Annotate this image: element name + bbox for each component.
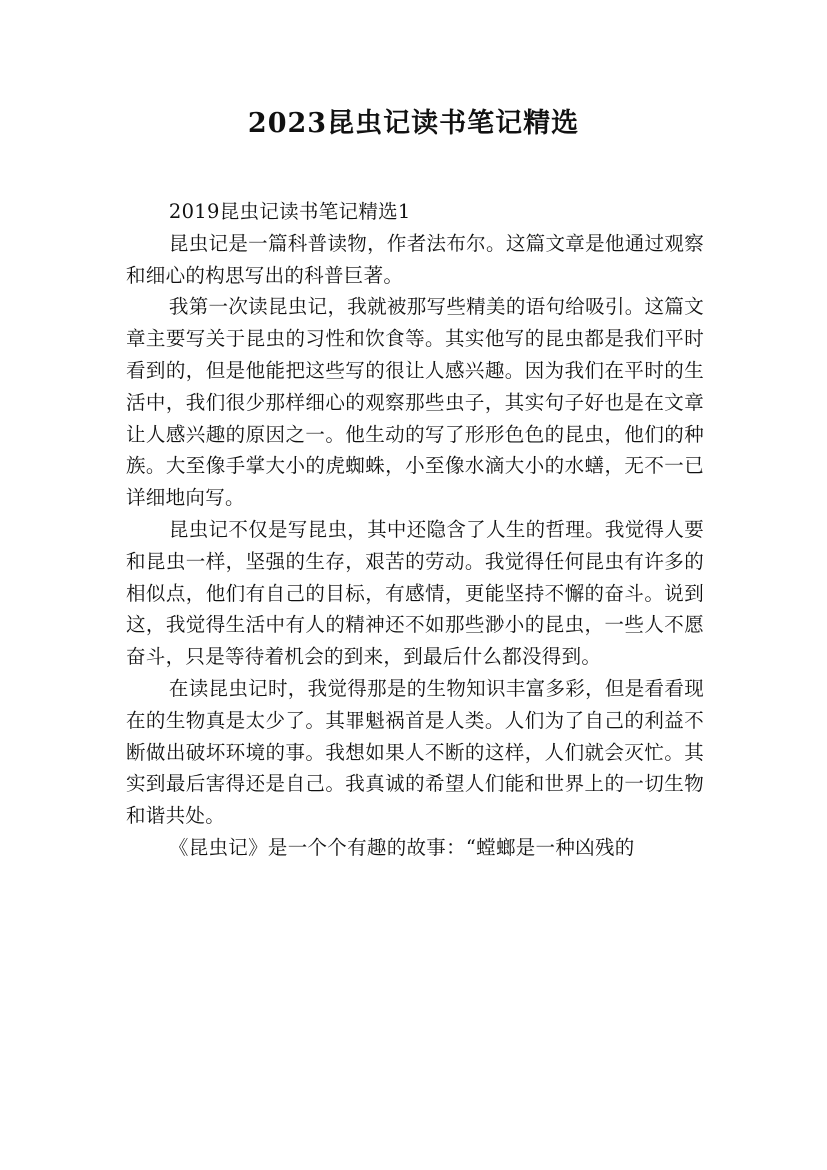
- section-subheading: 2019昆虫记读书笔记精选1: [168, 200, 411, 223]
- paragraph: 昆虫记是一篇科普读物，作者法布尔。这篇文章是他通过观察和细心的构思写出的科普巨著。: [126, 231, 704, 287]
- paragraph: 我第一次读昆虫记，我就被那写些精美的语句给吸引。这篇文章主要写关于昆虫的习性和饮食等。其实他写的昆虫都是我们平时看到的，但是他能把这些写的很让人感兴趣。因为我们在平时的生活中，我们很少那样细心的观察那些虫子，其实句子好也是在文章让人感兴趣的原因之一。他生动的写了形形色色的昆虫，他们的种族。大至像手掌大小的虎蜘蛛，小至像水滴大小的水蟮，无不一已详细地向写。: [126, 295, 704, 510]
- paragraph: 《昆虫记》是一个个有趣的故事：“螳螂是一种凶残的: [168, 835, 635, 859]
- document-title: 2023昆虫记读书笔记精选: [247, 108, 580, 139]
- paragraph: 昆虫记不仅是写昆虫，其中还隐含了人生的哲理。我觉得人要和昆虫一样，坚强的生存，艰苦的劳动。我觉得任何昆虫有许多的相似点，他们有自己的目标，有感情，更能坚持不懈的奋斗。说到这，我觉得生活中有人的精神还不如那些渺小的昆虫，一些人不愿奋斗，只是等待着机会的到来，到最后什么都没得到。: [126, 517, 704, 669]
- document-body: [126, 196, 704, 864]
- paragraph: 在读昆虫记时，我觉得那是的生物知识丰富多彩，但是看看现在的生物真是太少了。其罪魁祸首是人类。人们为了自己的利益不断做出破坏环境的事。我想如果人不断的这样，人们就会灭忙。其实到最后害得还是自己。我真诚的希望人们能和世界上的一切生物和谐共处。: [126, 676, 704, 828]
